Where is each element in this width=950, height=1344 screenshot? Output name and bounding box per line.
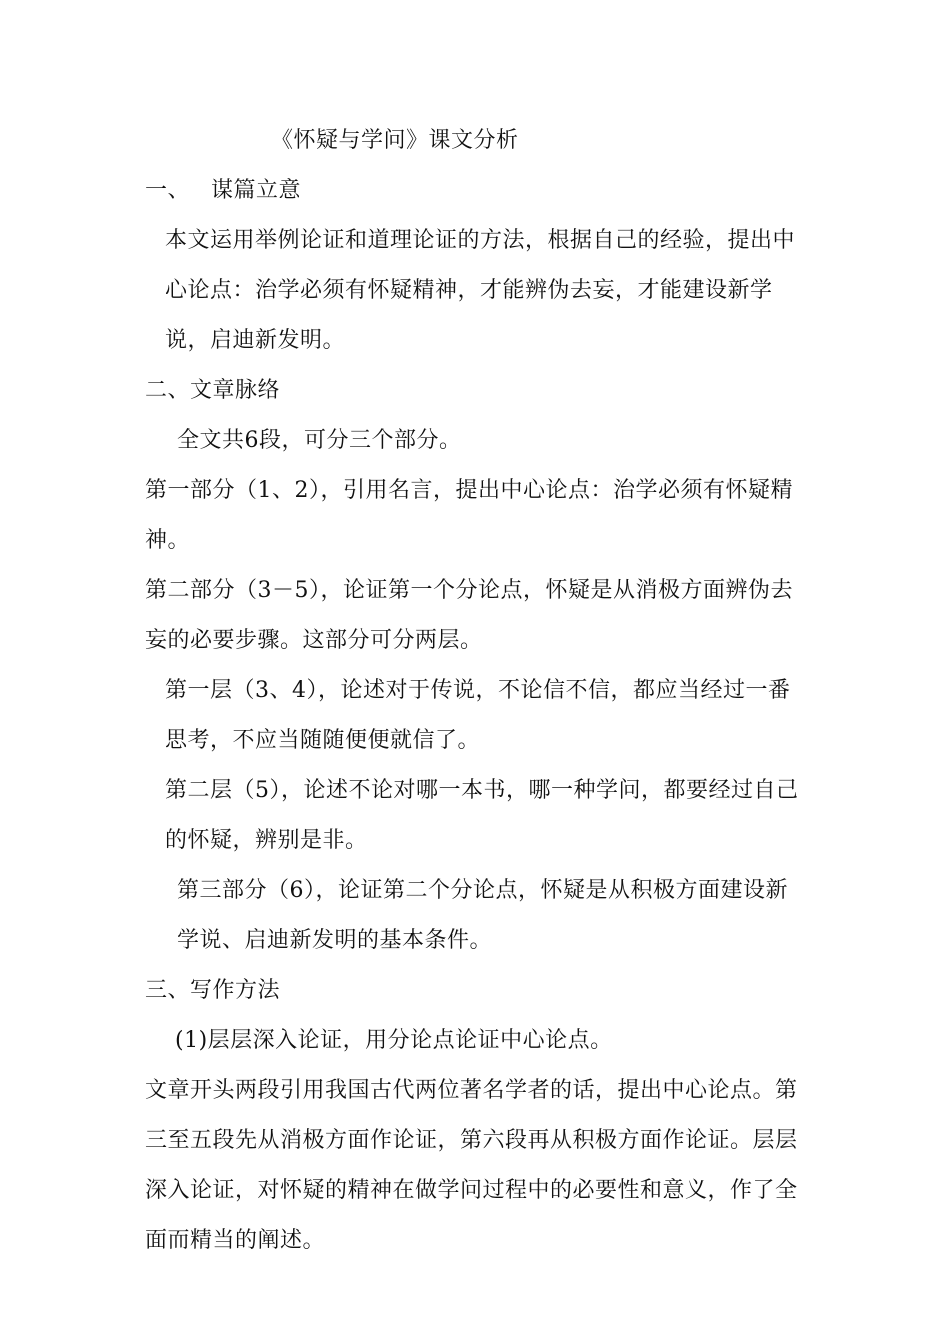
section-title-1: 谋篇立意 — [211, 178, 302, 203]
paragraph-part-one: 第一部分（1、2），引用名言，提出中心论点：治学必须有怀疑精神。 — [145, 478, 793, 553]
section-heading-3: 三、写作方法 — [145, 978, 281, 1003]
paragraph-method-detail: 文章开头两段引用我国古代两位著名学者的话，提出中心论点。第三至五段先从消极方面作论证，第六段再从积极方面作论证。层层深入论证，对怀疑的精神在做学问过程中的必要性和意义，作了全面而精当的阐述。 — [145, 1078, 798, 1253]
paragraph-part-two: 第二部分（3－5），论证第一个分论点，怀疑是从消极方面辨伪去妄的必要步骤。这部分可分两层。 — [145, 578, 793, 653]
document-body — [145, 116, 809, 1266]
paragraph-layer-two: 第二层（5），论述不论对哪一本书，哪一种学问，都要经过自己的怀疑，辨别是非。 — [165, 778, 799, 853]
paragraph-thesis: 本文运用举例论证和道理论证的方法，根据自己的经验，提出中心论点：治学必须有怀疑精神，才能辨伪去妄，才能建设新学说，启迪新发明。 — [165, 228, 796, 353]
section-number-1: 一、 — [145, 178, 191, 203]
paragraph-layer-one: 第一层（3、4），论述对于传说，不论信不信，都应当经过一番思考，不应当随随便便就信了。 — [165, 678, 791, 753]
paragraph-part-three: 第三部分（6），论证第二个分论点，怀疑是从积极方面建设新学说、启迪新发明的基本条件。 — [177, 878, 788, 953]
section-heading-1 — [145, 166, 809, 216]
section-heading-2: 二、文章脉络 — [145, 378, 281, 403]
paragraph-structure-intro: 全文共6段，可分三个部分。 — [177, 428, 462, 453]
paragraph-method-point-one: (1)层层深入论证，用分论点论证中心论点。 — [175, 1028, 613, 1053]
document-title: 《怀疑与学问》课文分析 — [271, 128, 519, 153]
